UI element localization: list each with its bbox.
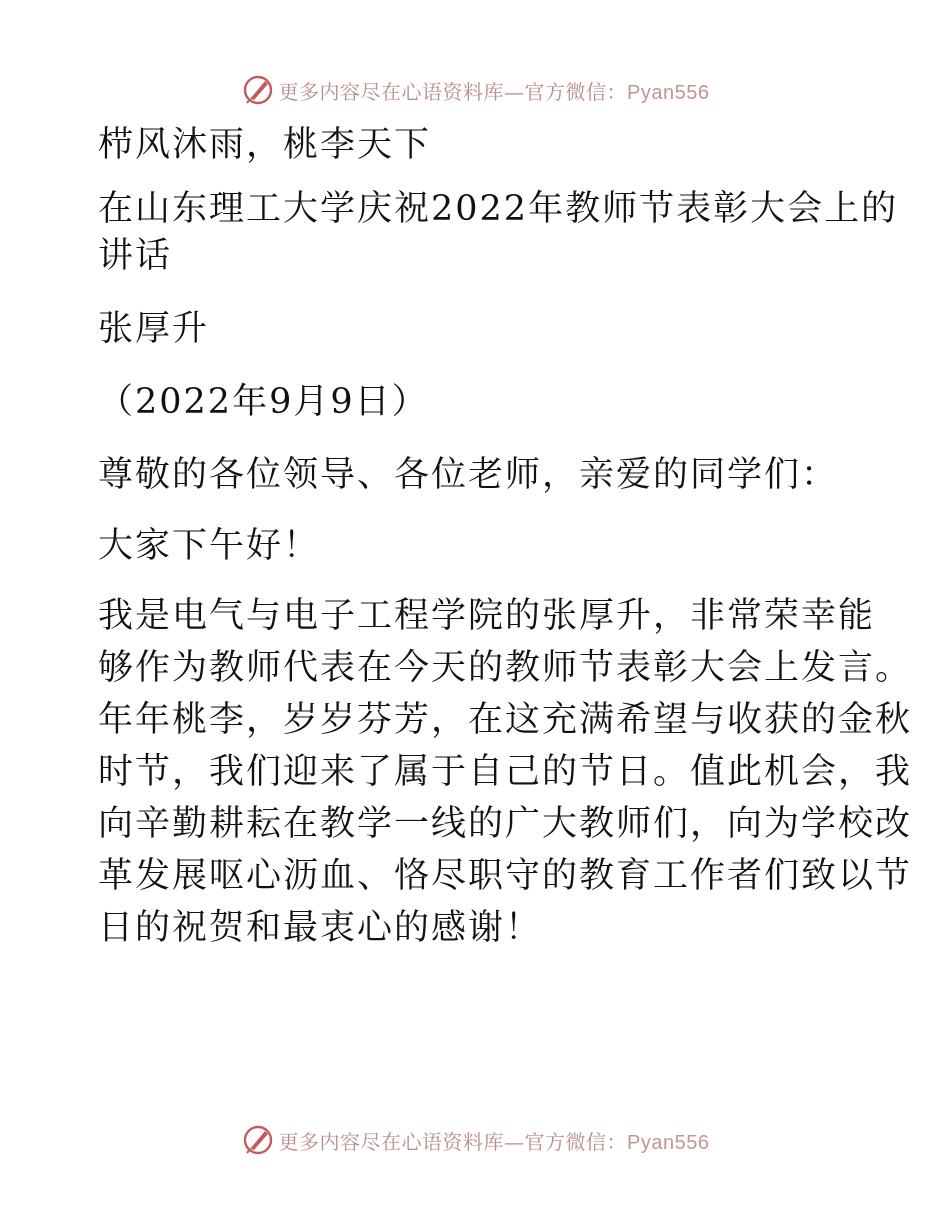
author-name: 张厚升 xyxy=(98,309,210,349)
header-watermark xyxy=(0,70,950,110)
watermark-text: 更多内容尽在心语资料库—官方微信：Pyan556 xyxy=(278,1129,710,1154)
quill-circle-icon xyxy=(241,73,275,107)
document-body xyxy=(98,122,913,954)
footer-watermark xyxy=(0,1120,950,1160)
speech-date: （2022年9月9日） xyxy=(98,382,429,422)
subtitle-line: 讲话 xyxy=(98,236,173,276)
quill-circle-icon xyxy=(241,1123,275,1157)
body-line: 够作为教师代表在今天的教师节表彰大会上发言。 xyxy=(98,648,913,688)
body-paragraph xyxy=(98,590,913,954)
greeting: 大家下午好！ xyxy=(98,526,321,566)
body-line: 日的祝贺和最衷心的感谢！ xyxy=(98,908,543,948)
body-line: 年年桃李，岁岁芬芳，在这充满希望与收获的金秋 xyxy=(98,700,913,740)
body-line: 我是电气与电子工程学院的张厚升，非常荣幸能 xyxy=(98,596,876,636)
headline: 栉风沐雨，桃李天下 xyxy=(98,125,432,165)
body-line: 向辛勤耕耘在教学一线的广大教师们，向为学校改 xyxy=(98,804,913,844)
speech-subtitle xyxy=(98,186,899,280)
salutation: 尊敬的各位领导、各位老师，亲爱的同学们： xyxy=(98,455,839,495)
watermark-text: 更多内容尽在心语资料库—官方微信：Pyan556 xyxy=(278,79,710,104)
subtitle-line: 在山东理工大学庆祝2022年教师节表彰大会上的 xyxy=(98,189,899,229)
body-line: 时节，我们迎来了属于自己的节日。值此机会，我 xyxy=(98,752,913,792)
body-line: 革发展呕心沥血、恪尽职守的教育工作者们致以节 xyxy=(98,856,913,896)
